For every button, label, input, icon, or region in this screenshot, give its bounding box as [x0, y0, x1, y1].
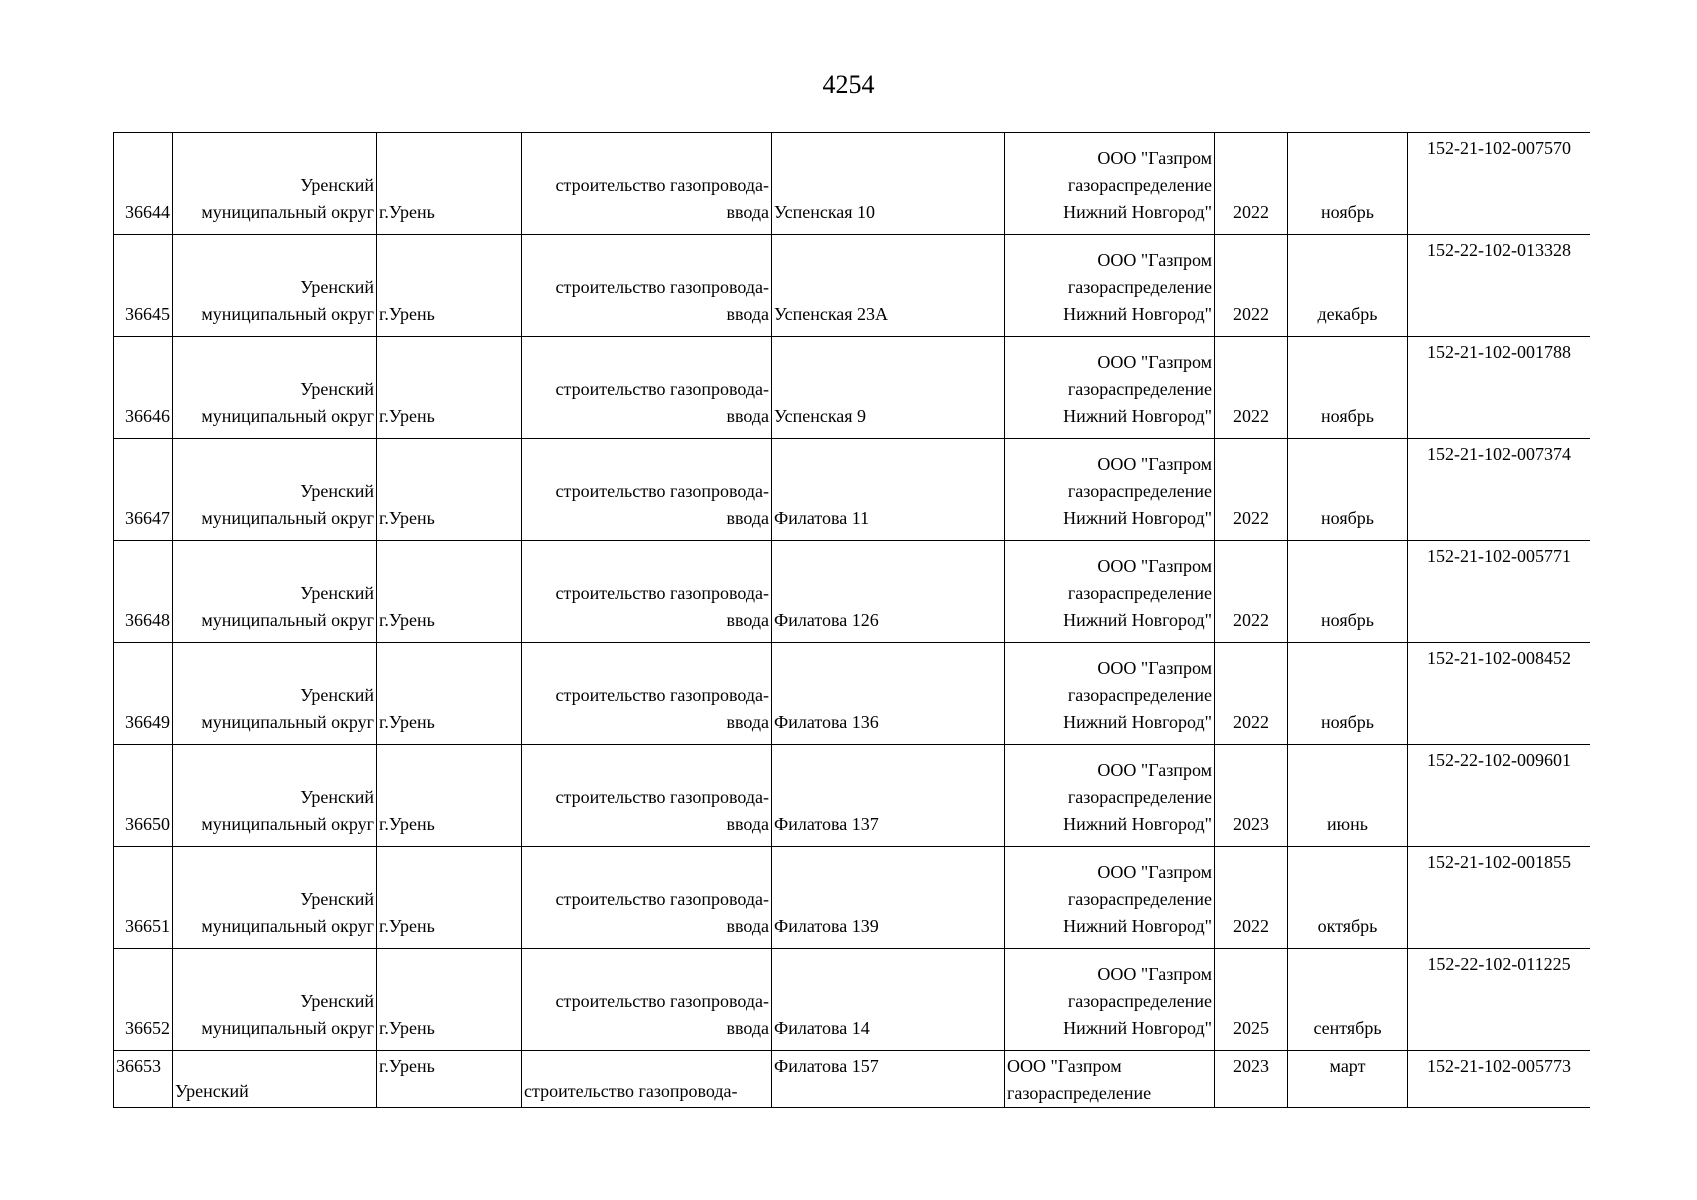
district-line-1: Уренский	[300, 685, 374, 705]
month-cell	[1288, 643, 1408, 745]
row-number: 36646	[125, 406, 170, 426]
locality-cell	[377, 133, 522, 235]
locality: г.Урень	[379, 814, 435, 834]
address: Филатова 11	[774, 508, 870, 528]
work-type-line-1: строительство газопровода-	[555, 583, 769, 603]
organization-cell	[1005, 439, 1215, 541]
address-cell	[772, 643, 1005, 745]
year-cell	[1215, 439, 1288, 541]
organization-line-2: газораспределение	[1067, 175, 1212, 195]
address-cell	[772, 949, 1005, 1051]
work-type-line-2: ввода	[726, 406, 769, 426]
address-cell	[772, 847, 1005, 949]
district-line-1: Уренский	[300, 175, 374, 195]
work-type-line-1: строительство газопровода-	[524, 1081, 738, 1101]
code: 152-21-102-001855	[1427, 852, 1571, 872]
locality-cell	[377, 337, 522, 439]
table-row	[114, 337, 1591, 439]
organization-line-3: Нижний Новгород"	[1063, 202, 1212, 222]
district-line-1: Уренский	[300, 889, 374, 909]
locality: г.Урень	[379, 508, 435, 528]
district-cell	[173, 745, 377, 847]
address-cell	[772, 745, 1005, 847]
month: сентябрь	[1313, 1018, 1382, 1038]
district-line-2: муниципальный округ	[201, 610, 374, 630]
locality-cell	[377, 847, 522, 949]
month-cell	[1288, 949, 1408, 1051]
year-cell	[1215, 337, 1288, 439]
work-type-line-2: ввода	[726, 610, 769, 630]
district-cell	[173, 847, 377, 949]
code-cell	[1408, 847, 1591, 949]
code: 152-21-102-007374	[1427, 444, 1571, 464]
locality: г.Урень	[379, 1056, 435, 1076]
organization-cell	[1005, 949, 1215, 1051]
organization-line-1: ООО "Газпром	[1097, 148, 1212, 168]
organization-cell	[1005, 643, 1215, 745]
work-type-cell	[522, 949, 772, 1051]
locality: г.Урень	[379, 1018, 435, 1038]
district-line-1: Уренский	[300, 277, 374, 297]
district-cell	[173, 235, 377, 337]
organization-line-3: Нижний Новгород"	[1063, 304, 1212, 324]
address-cell	[772, 1051, 1005, 1108]
table-row	[114, 541, 1591, 643]
address-cell	[772, 235, 1005, 337]
organization-line-1: ООО "Газпром	[1007, 1056, 1122, 1076]
district-line-2: муниципальный округ	[201, 508, 374, 528]
month-cell	[1288, 133, 1408, 235]
district-cell	[173, 643, 377, 745]
code: 152-21-102-005773	[1427, 1056, 1571, 1076]
district-line-1: Уренский	[300, 583, 374, 603]
organization-cell	[1005, 1051, 1215, 1108]
year-cell	[1215, 1051, 1288, 1108]
address: Филатова 136	[774, 712, 879, 732]
work-type-cell	[522, 337, 772, 439]
code: 152-21-102-005771	[1427, 546, 1571, 566]
year: 2022	[1233, 610, 1269, 630]
year: 2022	[1233, 202, 1269, 222]
organization-line-3: Нижний Новгород"	[1063, 712, 1212, 732]
locality-cell	[377, 1051, 522, 1108]
month: ноябрь	[1321, 406, 1374, 426]
table-row	[114, 235, 1591, 337]
code: 152-21-102-008452	[1427, 648, 1571, 668]
organization-line-1: ООО "Газпром	[1097, 352, 1212, 372]
row-number-cell	[114, 133, 173, 235]
code-cell	[1408, 235, 1591, 337]
row-number-cell	[114, 235, 173, 337]
work-type-cell	[522, 439, 772, 541]
locality: г.Урень	[379, 406, 435, 426]
year-cell	[1215, 235, 1288, 337]
locality: г.Урень	[379, 304, 435, 324]
row-number: 36650	[125, 814, 170, 834]
work-type-line-2: ввода	[726, 814, 769, 834]
locality-cell	[377, 643, 522, 745]
work-type-line-1: строительство газопровода-	[555, 175, 769, 195]
row-number: 36644	[125, 202, 170, 222]
organization-line-3: Нижний Новгород"	[1063, 406, 1212, 426]
work-type-cell	[522, 643, 772, 745]
district-line-2: муниципальный округ	[201, 202, 374, 222]
month-cell	[1288, 541, 1408, 643]
organization-line-1: ООО "Газпром	[1097, 964, 1212, 984]
district-line-2: муниципальный округ	[201, 814, 374, 834]
work-type-line-2: ввода	[726, 712, 769, 732]
code-cell	[1408, 439, 1591, 541]
locality: г.Урень	[379, 610, 435, 630]
district-line-1: Уренский	[300, 991, 374, 1011]
year: 2022	[1233, 406, 1269, 426]
code: 152-22-102-013328	[1427, 240, 1571, 260]
address: Филатова 139	[774, 916, 879, 936]
organization-line-1: ООО "Газпром	[1097, 250, 1212, 270]
district-line-2: муниципальный округ	[201, 304, 374, 324]
address: Филатова 157	[774, 1056, 879, 1076]
address: Филатова 137	[774, 814, 879, 834]
code-cell	[1408, 337, 1591, 439]
organization-line-2: газораспределение	[1067, 991, 1212, 1011]
district-line-2: муниципальный округ	[201, 406, 374, 426]
work-type-cell	[522, 847, 772, 949]
month-cell	[1288, 847, 1408, 949]
locality-cell	[377, 745, 522, 847]
year: 2022	[1233, 712, 1269, 732]
year: 2022	[1233, 508, 1269, 528]
work-type-cell	[522, 541, 772, 643]
row-number: 36648	[125, 610, 170, 630]
table-row	[114, 949, 1591, 1051]
work-type-line-2: ввода	[726, 202, 769, 222]
locality-cell	[377, 235, 522, 337]
month: ноябрь	[1321, 508, 1374, 528]
work-type-line-1: строительство газопровода-	[555, 379, 769, 399]
month-cell	[1288, 1051, 1408, 1108]
row-number: 36647	[125, 508, 170, 528]
row-number-cell	[114, 745, 173, 847]
district-line-1: Уренский	[175, 1081, 249, 1101]
year-cell	[1215, 847, 1288, 949]
work-type-line-2: ввода	[726, 1018, 769, 1038]
organization-cell	[1005, 541, 1215, 643]
code-cell	[1408, 949, 1591, 1051]
address-cell	[772, 541, 1005, 643]
code: 152-22-102-011225	[1427, 954, 1571, 974]
year: 2023	[1233, 814, 1269, 834]
work-type-line-2: ввода	[726, 304, 769, 324]
district-cell	[173, 949, 377, 1051]
district-line-1: Уренский	[300, 481, 374, 501]
month: март	[1329, 1056, 1366, 1076]
row-number-cell	[114, 337, 173, 439]
organization-line-2: газораспределение	[1067, 481, 1212, 501]
address: Успенская 10	[774, 202, 876, 222]
work-type-line-1: строительство газопровода-	[555, 481, 769, 501]
organization-line-3: Нижний Новгород"	[1063, 814, 1212, 834]
year-cell	[1215, 949, 1288, 1051]
work-type-line-1: строительство газопровода-	[555, 277, 769, 297]
work-type-line-1: строительство газопровода-	[555, 787, 769, 807]
organization-cell	[1005, 133, 1215, 235]
locality-cell	[377, 439, 522, 541]
district-line-1: Уренский	[300, 379, 374, 399]
work-type-cell	[522, 745, 772, 847]
page-number: 4254	[822, 70, 875, 99]
work-type-line-2: ввода	[726, 916, 769, 936]
organization-line-3: Нижний Новгород"	[1063, 1018, 1212, 1038]
district-line-2: муниципальный округ	[201, 916, 374, 936]
organization-line-2: газораспределение	[1067, 787, 1212, 807]
table-row	[114, 133, 1591, 235]
district-cell	[173, 133, 377, 235]
year: 2022	[1233, 916, 1269, 936]
organization-line-3: Нижний Новгород"	[1063, 610, 1212, 630]
code: 152-22-102-009601	[1427, 750, 1571, 770]
locality: г.Урень	[379, 712, 435, 732]
year: 2025	[1233, 1018, 1269, 1038]
address: Филатова 126	[774, 610, 879, 630]
table-row-partial	[114, 1051, 1591, 1108]
work-type-line-1: строительство газопровода-	[555, 991, 769, 1011]
month: июнь	[1327, 814, 1368, 834]
code-cell	[1408, 643, 1591, 745]
organization-line-3: Нижний Новгород"	[1063, 508, 1212, 528]
code-cell	[1408, 1051, 1591, 1108]
district-cell	[173, 337, 377, 439]
month-cell	[1288, 439, 1408, 541]
address-cell	[772, 337, 1005, 439]
year-cell	[1215, 745, 1288, 847]
organization-line-2: газораспределение	[1067, 583, 1212, 603]
row-number-cell	[114, 1051, 173, 1108]
work-type-cell	[522, 133, 772, 235]
address-cell	[772, 439, 1005, 541]
locality: г.Урень	[379, 916, 435, 936]
organization-line-2: газораспределение	[1067, 277, 1212, 297]
work-type-cell	[522, 1051, 772, 1108]
row-number-cell	[114, 949, 173, 1051]
month: декабрь	[1317, 304, 1378, 324]
district-line-2: муниципальный округ	[201, 1018, 374, 1038]
code: 152-21-102-007570	[1427, 138, 1571, 158]
row-number-cell	[114, 847, 173, 949]
table-row	[114, 745, 1591, 847]
organization-line-1: ООО "Газпром	[1097, 454, 1212, 474]
work-type-line-1: строительство газопровода-	[555, 685, 769, 705]
year-cell	[1215, 541, 1288, 643]
month: октябрь	[1317, 916, 1378, 936]
address: Успенская 9	[774, 406, 867, 426]
work-type-line-1: строительство газопровода-	[555, 889, 769, 909]
row-number-cell	[114, 439, 173, 541]
month: ноябрь	[1321, 610, 1374, 630]
month: ноябрь	[1321, 712, 1374, 732]
work-type-cell	[522, 235, 772, 337]
organization-line-2: газораспределение	[1067, 685, 1212, 705]
locality-cell	[377, 949, 522, 1051]
month-cell	[1288, 745, 1408, 847]
year: 2023	[1233, 1056, 1269, 1076]
address-cell	[772, 133, 1005, 235]
organization-line-1: ООО "Газпром	[1097, 556, 1212, 576]
registry-table	[113, 132, 1590, 1108]
row-number: 36645	[125, 304, 170, 324]
registry-table-container	[113, 132, 1590, 1114]
work-type-line-2: ввода	[726, 508, 769, 528]
district-line-1: Уренский	[300, 787, 374, 807]
district-line-2: муниципальный округ	[201, 712, 374, 732]
table-row	[114, 439, 1591, 541]
district-cell	[173, 1051, 377, 1108]
organization-cell	[1005, 847, 1215, 949]
organization-line-2: газораспределение	[1067, 889, 1212, 909]
month-cell	[1288, 235, 1408, 337]
year-cell	[1215, 133, 1288, 235]
year: 2022	[1233, 304, 1269, 324]
table-body	[114, 133, 1591, 1108]
organization-cell	[1005, 235, 1215, 337]
code: 152-21-102-001788	[1427, 342, 1571, 362]
organization-line-2: газораспределение	[1067, 379, 1212, 399]
locality: г.Урень	[379, 202, 435, 222]
year-cell	[1215, 643, 1288, 745]
row-number-cell	[114, 643, 173, 745]
organization-cell	[1005, 745, 1215, 847]
organization-line-1: ООО "Газпром	[1097, 760, 1212, 780]
row-number: 36651	[125, 916, 170, 936]
table-row	[114, 643, 1591, 745]
row-number: 36652	[125, 1018, 170, 1038]
district-cell	[173, 541, 377, 643]
row-number: 36649	[125, 712, 170, 732]
organization-line-1: ООО "Газпром	[1097, 862, 1212, 882]
district-cell	[173, 439, 377, 541]
table-row	[114, 847, 1591, 949]
address: Успенская 23А	[774, 304, 889, 324]
organization-line-2: газораспределение	[1007, 1083, 1152, 1103]
code-cell	[1408, 541, 1591, 643]
row-number-cell	[114, 541, 173, 643]
month-cell	[1288, 337, 1408, 439]
code-cell	[1408, 745, 1591, 847]
locality-cell	[377, 541, 522, 643]
code-cell	[1408, 133, 1591, 235]
month: ноябрь	[1321, 202, 1374, 222]
organization-cell	[1005, 337, 1215, 439]
organization-line-1: ООО "Газпром	[1097, 658, 1212, 678]
address: Филатова 14	[774, 1018, 870, 1038]
organization-line-3: Нижний Новгород"	[1063, 916, 1212, 936]
row-number: 36653	[116, 1056, 161, 1076]
